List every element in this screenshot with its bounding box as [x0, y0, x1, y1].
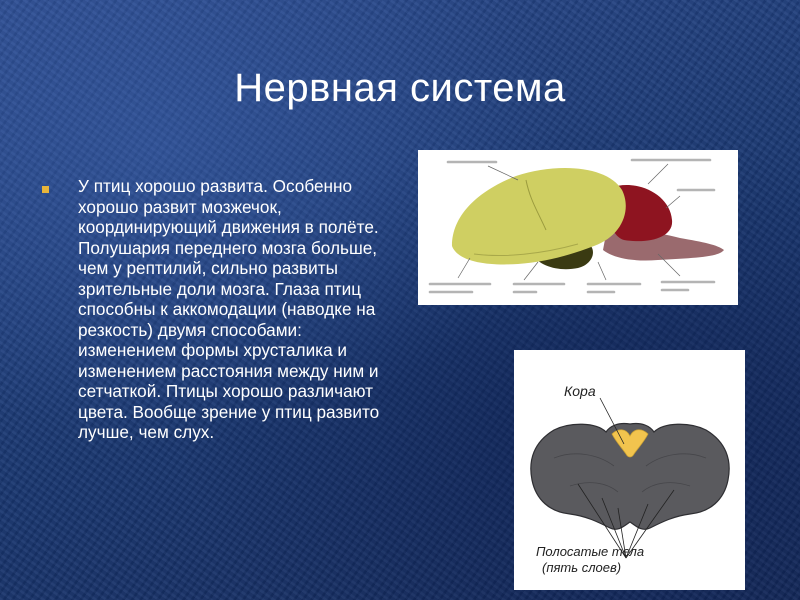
bullet-item	[42, 176, 387, 443]
striatum-label: Полосатые тела	[536, 544, 645, 559]
striatum-sublabel: (пять слоев)	[542, 560, 622, 575]
bullet-text: У птиц хорошо развита. Особенно хорошо развит мозжечок, координирующий движения в полёте. Полушария переднего мозга больше, чем у рептилий, сильно развиты зрительные доли мозга. Глаза птиц способны к аккомодации (наводке на резкость) двумя способами: изменением формы хрусталика и изменением расстояния между ним и сетчаткой. Птицы хорошо различают цвета. Вообще зрение у птиц развито лучше, чем слух.	[78, 176, 380, 442]
bird-brain-illustration	[418, 150, 738, 305]
bird-brain-figure	[418, 150, 738, 305]
hemisphere-shape	[452, 168, 626, 265]
brain-section-illustration	[514, 350, 745, 590]
cortex-label: Кора	[564, 383, 596, 399]
brain-section-figure	[514, 350, 745, 590]
slide-title: Нервная система	[234, 66, 566, 110]
bullet-marker	[42, 186, 49, 193]
